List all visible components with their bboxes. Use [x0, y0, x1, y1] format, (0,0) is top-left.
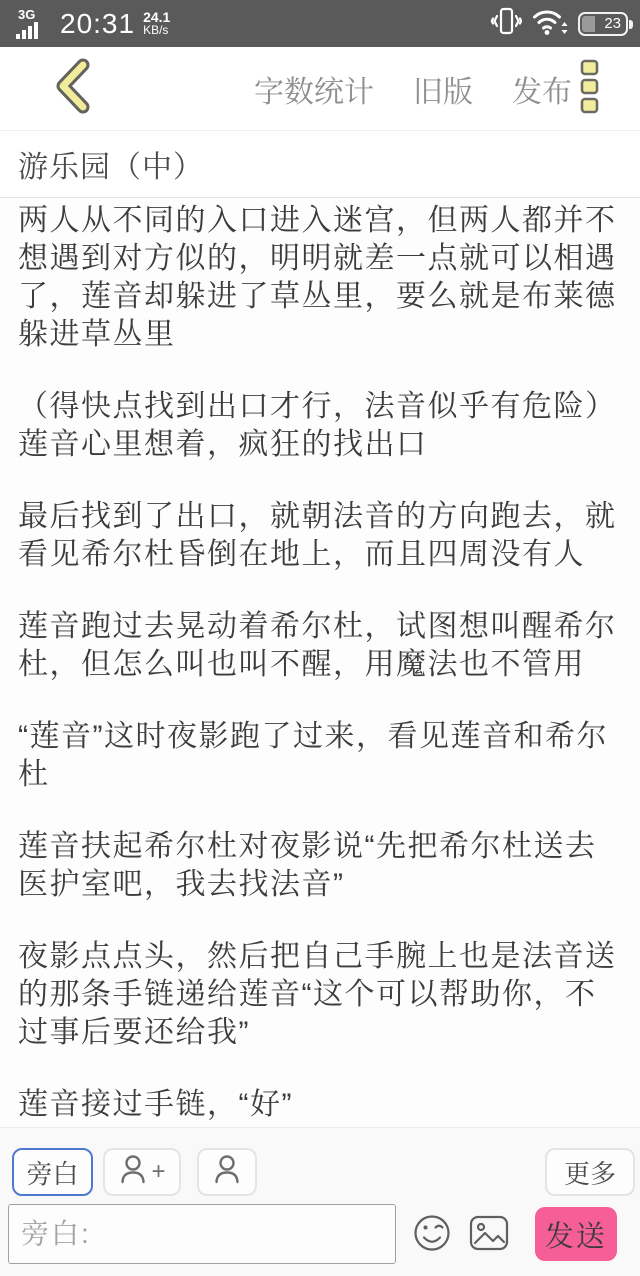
clock-time: 20:31	[60, 7, 136, 39]
wifi-icon	[531, 6, 569, 41]
old-version-button[interactable]: 旧版	[413, 75, 473, 109]
chapter-paragraph: 最后找到了出口，就朝法音的方向跑去，就看见希尔杜昏倒在地上，而且四周没有人	[18, 500, 617, 571]
composer-bar	[0, 1127, 640, 1276]
menu-button[interactable]	[580, 58, 600, 119]
chapter-paragraph: 两人从不同的入口进入迷宫，但两人都并不想遇到对方似的，明明就差一点就可以相遇了，莲音却躲进了草丛里，要么就是布莱德躲进草丛里	[18, 204, 617, 351]
chapter-paragraph: 夜影点点头，然后把自己手腕上也是法音送的那条手链递给莲音“这个可以帮助你，不过事后要还给我”	[18, 940, 617, 1049]
person-plus-icon	[118, 1153, 148, 1192]
top-toolbar	[0, 47, 640, 130]
person-icon	[212, 1153, 242, 1192]
network-speed: 24.1 KB/s	[143, 8, 171, 37]
chapter-paragraph: 莲音接过手链，“好”	[18, 1088, 293, 1121]
signal-bars-icon	[16, 6, 56, 42]
picture-icon	[469, 1215, 509, 1254]
composer-input-row	[0, 1200, 640, 1276]
back-button[interactable]	[50, 58, 96, 119]
battery-icon	[578, 12, 628, 36]
publish-button[interactable]: 发布	[512, 75, 572, 109]
vibrate-icon	[490, 5, 522, 42]
three-squares-menu-icon	[580, 58, 600, 119]
character-button[interactable]	[197, 1148, 257, 1196]
insert-image-button[interactable]	[469, 1215, 509, 1254]
chapter-body-editor[interactable]	[0, 197, 640, 1127]
chapter-paragraph: 莲音跑过去晃动着希尔杜，试图想叫醒希尔杜，但怎么叫也叫不醒，用魔法也不管用	[18, 610, 617, 681]
status-bar	[0, 0, 640, 47]
chapter-paragraph: （得快点找到出口才行，法音似乎有危险）莲音心里想着，疯狂的找出口	[18, 390, 617, 461]
chapter-paragraph: 莲音扶起希尔杜对夜影说“先把希尔杜送去医护室吧，我去找法音”	[18, 830, 597, 901]
chevron-left-icon	[50, 58, 96, 119]
chapter-title[interactable]: 游乐园（中）	[18, 151, 204, 184]
more-button[interactable]: 更多	[545, 1148, 635, 1196]
battery-level: 23	[604, 15, 621, 32]
narration-input[interactable]	[8, 1204, 396, 1264]
emoji-button[interactable]	[412, 1213, 452, 1256]
network-type-label: 3G	[18, 6, 36, 22]
plus-glyph: +	[151, 1158, 166, 1185]
add-character-button[interactable]	[103, 1148, 181, 1196]
word-count-button[interactable]: 字数统计	[254, 75, 374, 109]
send-button[interactable]: 发送	[535, 1207, 617, 1261]
composer-mode-row	[0, 1128, 640, 1200]
smiley-icon	[412, 1213, 452, 1256]
chapter-paragraph: “莲音”这时夜影跑了过来，看见莲音和希尔杜	[18, 720, 608, 791]
chapter-title-bar	[0, 130, 640, 197]
narration-mode-button[interactable]: 旁白	[12, 1148, 93, 1196]
